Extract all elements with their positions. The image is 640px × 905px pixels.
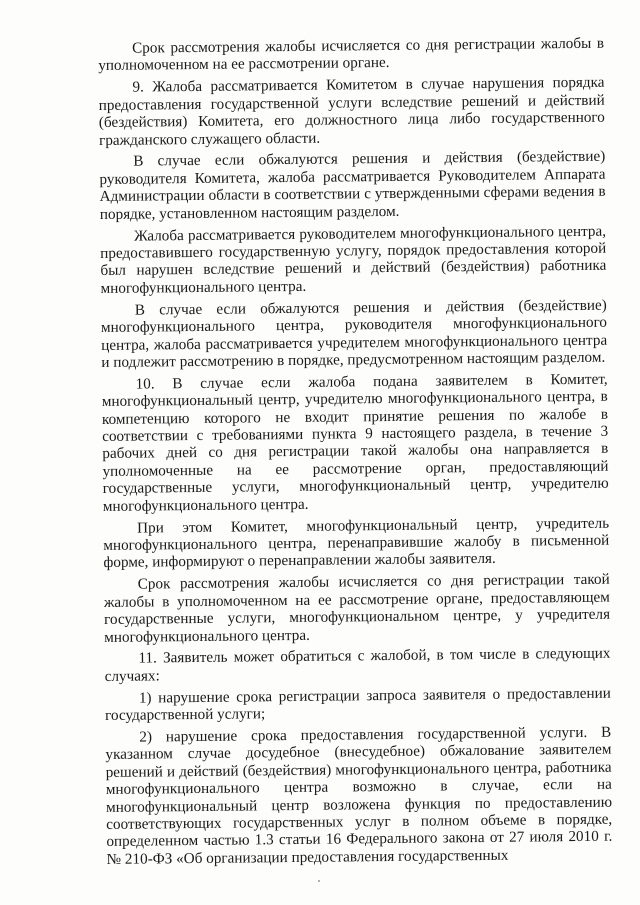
document-body (98, 35, 613, 873)
paragraph-item-10: 10. В случае если жалоба подана заявителем в Комитет, многофункциональный центр, учредителю многофункционального центра, в компетенцию которого не входит принятие решения по жалобе в соответствии с требованиями пункта 9 настоящего раздела, в течение 3 рабочих дней со дня регистрации такой жалобы она направляется в уполномоченные на ее рассмотрение орган, предоставляющий государственные услуги, многофункциональный центр, учредителю многофункционального центра. (101, 370, 609, 515)
paragraph-case-2: 2) нарушение срока предоставления государственной услуги. В указанном случае досудебное (внесудебное) обжалование заявителем решений и действий (бездействия) многофункционального центра, работника многофункционального центра возможно в случае, если на многофункциональный центр возложена функция по предоставлению соответствующих государственных услуг в полном объеме в порядке, определенном частью 1.3 статьи 16 Федерального закона от 27 июля 2010 г. № 210-ФЗ «Об организации предоставления государственных (105, 723, 613, 868)
paragraph-review-term: Срок рассмотрения жалобы исчисляется со дня регистрации жалобы в уполномоченном на ее рассмотрении органе. (98, 34, 605, 75)
paragraph-review-term-2: Срок рассмотрения жалобы исчисляется со дня регистрации такой жалобы в уполномоченном на ее рассмотрение органе, предоставляющем государственные услуги, многофункциональном центре, у учредителя многофункционального центра. (103, 570, 611, 646)
paragraph-item-11: 11. Заявитель может обратиться с жалобой, в том числе в следующих случаях: (104, 645, 611, 685)
paragraph-mfc-head: Жалоба рассматривается руководителем многофункционального центра, предоставившего государственную услугу, порядок предоставления которой был нарушен вследствие решений и действий (бездействия) работника многофункционального центра. (100, 222, 607, 297)
paragraph-redirect-notice: При этом Комитет, многофункциональный центр, учредитель многофункционального центра, перенаправившие жалобу в письменной форме, информируют о перенаправлении жалобы заявителя. (103, 514, 610, 572)
paragraph-item-9: 9. Жалоба рассматривается Комитетом в случае нарушения порядка предоставления государственной услуги вследствие решений и действий (бездействия) Комитета, его должностного лица либо государственного гражданского служащего области. (98, 74, 605, 149)
paragraph-head-of-committee: В случае если обжалуются решения и действия (бездействие) руководителя Комитета, жалоба рассматривается Руководителем Аппарата Администрации области в соответствии с утвержденными сферами ведения в порядке, установленном настоящим разделом. (99, 148, 606, 223)
scan-speck (318, 880, 320, 882)
paragraph-mfc-founder: В случае если обжалуются решения и действия (бездействие) многофункционального центра, руководителя многофункционального центра, жалоба рассматривается учредителем многофункционального центра и подлежит рассмотрению в порядке, предусмотренном настоящим разделом. (100, 296, 608, 371)
paragraph-case-1: 1) нарушение срока регистрации запроса заявителя о предоставлении государственной услуги; (104, 684, 611, 725)
